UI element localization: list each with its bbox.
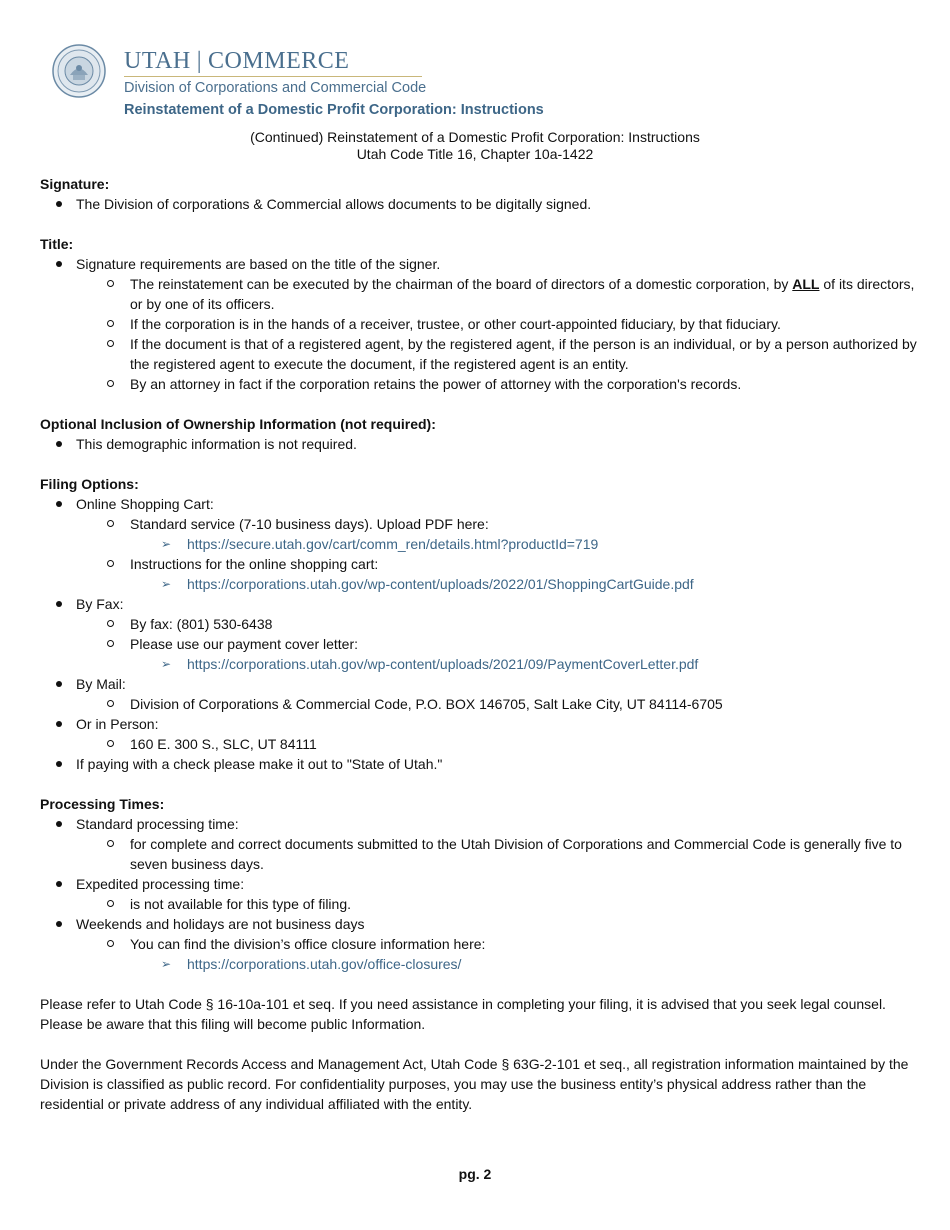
list-subitem: 160 E. 300 S., SLC, UT 84111	[40, 734, 920, 754]
page-number: pg. 2	[458, 1166, 492, 1182]
list-subitem: Standard service (7-10 business days). Upload PDF here:	[40, 514, 920, 534]
brand-wordmark	[124, 46, 349, 76]
processing-times-heading: Processing Times:	[40, 796, 165, 812]
letterhead	[52, 42, 612, 122]
list-item: Standard processing time:	[40, 814, 920, 834]
processing-times-list	[40, 814, 920, 974]
list-subitem: You can find the division’s office closure information here:	[40, 934, 920, 954]
list-subitem: By an attorney in fact if the corporation retains the power of attorney with the corporation's records.	[40, 374, 920, 394]
ownership-heading: Optional Inclusion of Ownership Information (not required):	[40, 416, 436, 432]
link-item	[40, 574, 920, 594]
emphasis-all: ALL	[792, 276, 820, 292]
list-subitem: If the corporation is in the hands of a receiver, trustee, or other court-appointed fiduciary, by that fiduciary.	[40, 314, 920, 334]
continued-title: (Continued) Reinstatement of a Domestic Profit Corporation: Instructions	[250, 129, 700, 145]
public-record-paragraph: Under the Government Records Access and Management Act, Utah Code § 63G-2-101 et seq., all registration information maintained by the Division is classified as public record. For confidentiality purposes, you may use the business entity’s physical address rather than the residential or private address of any individual affiliated with the entity.	[40, 1056, 909, 1112]
shopping-cart-upload-link[interactable]: https://secure.utah.gov/cart/comm_ren/details.html?productId=719	[187, 536, 599, 552]
document-body	[40, 174, 920, 1114]
text-segment: The reinstatement can be executed by the chairman of the board of directors of a domestic corporation, by	[130, 276, 793, 292]
document-title: Reinstatement of a Domestic Profit Corporation: Instructions	[124, 102, 544, 118]
title-list	[40, 254, 920, 394]
list-item: The Division of corporations & Commercial allows documents to be digitally signed.	[40, 194, 920, 214]
list-item: This demographic information is not required.	[40, 434, 920, 454]
brand-separator: |	[196, 48, 203, 74]
signature-heading: Signature:	[40, 176, 110, 192]
list-subitem: Please use our payment cover letter:	[40, 634, 920, 654]
list-subitem: If the document is that of a registered agent, by the registered agent, if the person is an individual, or by a person authorized by the registered agent to execute the document, if the registered agent is an entity.	[40, 334, 920, 374]
title-heading: Title:	[40, 236, 74, 252]
utah-state-seal-icon	[52, 44, 106, 98]
division-name: Division of Corporations and Commercial Code	[124, 80, 427, 96]
list-item: Expedited processing time:	[40, 874, 920, 894]
list-item: Or in Person:	[40, 714, 920, 734]
link-item	[40, 654, 920, 674]
list-item: Signature requirements are based on the title of the signer.	[40, 254, 920, 274]
shopping-cart-guide-link[interactable]: https://corporations.utah.gov/wp-content/uploads/2022/01/ShoppingCartGuide.pdf	[187, 576, 694, 592]
link-item	[40, 534, 920, 554]
filing-options-heading: Filing Options:	[40, 476, 139, 492]
brand-utah: UTAH	[124, 48, 191, 74]
list-item: Online Shopping Cart:	[40, 494, 920, 514]
list-subitem: for complete and correct documents submitted to the Utah Division of Corporations and Commercial Code is generally five to seven business days.	[40, 834, 920, 874]
list-subitem: is not available for this type of filing.	[40, 894, 920, 914]
link-item	[40, 954, 920, 974]
list-subitem	[40, 274, 920, 314]
signature-list	[40, 194, 920, 214]
text-segment: of its directors, or by one of its officers.	[130, 276, 915, 312]
code-reference: Utah Code Title 16, Chapter 10a-1422	[356, 146, 594, 162]
list-item: By Mail:	[40, 674, 920, 694]
list-subitem: Division of Corporations & Commercial Code, P.O. BOX 146705, Salt Lake City, UT 84114-6705	[40, 694, 920, 714]
list-subitem: Instructions for the online shopping cart:	[40, 554, 920, 574]
ownership-list	[40, 434, 920, 454]
legal-counsel-paragraph: Please refer to Utah Code § 16-10a-101 et seq. If you need assistance in completing your filing, it is advised that you seek legal counsel. Please be aware that this filing will become public Information.	[40, 996, 886, 1032]
centered-title-block	[40, 129, 910, 163]
list-item: By Fax:	[40, 594, 920, 614]
brand-commerce: COMMERCE	[208, 48, 350, 74]
office-closures-link[interactable]: https://corporations.utah.gov/office-closures/	[187, 956, 462, 972]
list-item: If paying with a check please make it out to "State of Utah."	[40, 754, 920, 774]
brand-rule	[124, 76, 422, 77]
filing-options-list	[40, 494, 920, 774]
list-subitem: By fax: (801) 530-6438	[40, 614, 920, 634]
payment-cover-letter-link[interactable]: https://corporations.utah.gov/wp-content/uploads/2021/09/PaymentCoverLetter.pdf	[187, 656, 699, 672]
list-item: Weekends and holidays are not business days	[40, 914, 920, 934]
